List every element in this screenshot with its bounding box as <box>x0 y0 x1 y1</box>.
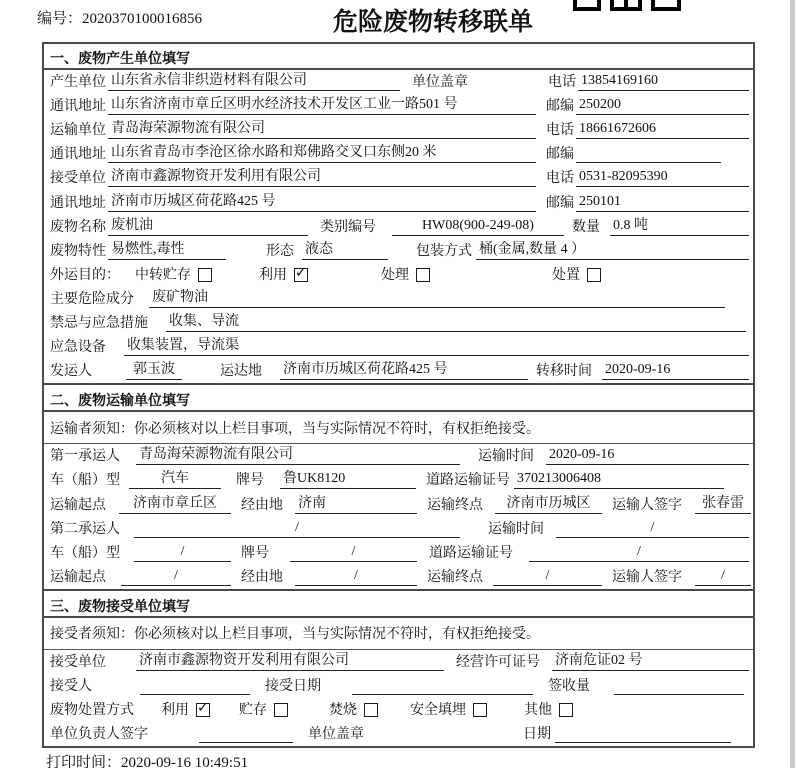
purpose-option-label: 利用 <box>259 267 287 283</box>
receiver-address-value: 济南市历城区荷花路425 号 <box>108 193 536 212</box>
transfer-time-value: 2020-09-16 <box>602 361 749 380</box>
transport-phone-label: 电话 <box>546 123 574 139</box>
chief-signature-value <box>199 724 293 743</box>
second-origin-value: / <box>121 567 231 586</box>
waste-trait-label: 废物特性 <box>50 243 106 259</box>
print-time-label: 打印时间： <box>46 755 122 768</box>
row-hazard-component <box>44 287 753 311</box>
road-permit-label: 道路运输证号 <box>426 473 510 489</box>
transport-time-label: 运输时间 <box>478 449 534 465</box>
carrier-sign-label: 运输人签字 <box>612 569 682 585</box>
first-vehicle-value: 汽车 <box>129 470 221 489</box>
row-waste-trait <box>44 239 753 263</box>
row-generator-address <box>44 94 753 118</box>
taboo-measures-label: 禁忌与应急措施 <box>50 316 148 332</box>
first-transport-time-value: 2020-09-16 <box>546 446 749 465</box>
first-carrier-label: 第一承运人 <box>50 449 120 465</box>
row-second-route <box>44 565 753 589</box>
sign-quantity-label: 签收量 <box>548 678 590 694</box>
disposal-option-label: 贮存 <box>239 703 267 719</box>
destination-value: 济南市历城区荷花路425 号 <box>280 361 528 380</box>
accept-person-value <box>140 676 250 695</box>
page-title: 危险废物转移联单 <box>333 8 534 36</box>
waste-name-label: 废物名称 <box>50 219 106 235</box>
transfer-purpose-label: 外运目的： <box>50 267 120 283</box>
waste-trait-value: 易燃性,毒性 <box>108 241 226 260</box>
row-waste-name <box>44 215 753 239</box>
via-label: 经由地 <box>241 569 283 585</box>
row-taboo-measures <box>44 311 753 335</box>
packing-value: 桶(金属,数量 4 ） <box>476 241 749 260</box>
second-vehicle-value: / <box>134 543 231 562</box>
second-end-value: / <box>493 567 602 586</box>
unit-seal-label: 单位盖章 <box>308 727 364 743</box>
transport-zip-value <box>576 144 721 163</box>
generator-unit-value: 山东省永信非织造材料有限公司 <box>108 72 400 91</box>
section1-header: 一、废物产生单位填写 <box>44 44 753 70</box>
destination-label: 运达地 <box>220 364 262 380</box>
disposal-option-label: 利用 <box>161 703 189 719</box>
final-date-label: 日期 <box>523 727 551 743</box>
receiver-address-label: 通讯地址 <box>50 195 106 211</box>
waste-name-value: 废机油 <box>108 217 308 236</box>
print-time <box>46 751 248 768</box>
generator-address-value: 山东省济南市章丘区明水经济技术开发区工业一路501 号 <box>108 96 536 115</box>
transfer-time-label: 转移时间 <box>536 364 592 380</box>
accept-unit-label: 接受单位 <box>50 654 106 670</box>
hazard-component-label: 主要危险成分 <box>50 291 134 307</box>
disposal-other-checkbox <box>559 703 573 717</box>
first-plate-value: 鲁UK8120 <box>280 470 416 489</box>
clipped-glyph <box>610 0 642 11</box>
clipped-glyph <box>651 0 681 11</box>
receiver-notice-text: 你必须核对以上栏目事项，当与实际情况不符时，有权拒绝接受。 <box>134 627 540 643</box>
transport-time-label: 运输时间 <box>488 521 544 537</box>
row-generator-unit <box>44 70 753 94</box>
transport-unit-value: 青岛海荣源物流有限公司 <box>108 120 536 139</box>
accept-unit-value: 济南市鑫源物资开发利用有限公司 <box>136 652 444 671</box>
disposal-utilize-checkbox <box>196 703 210 717</box>
plate-label: 牌号 <box>241 545 269 561</box>
purpose-treat-checkbox <box>416 268 430 282</box>
disposal-option-label: 焚烧 <box>329 703 357 719</box>
row-second-carrier <box>44 517 753 541</box>
transfer-form <box>42 42 755 748</box>
receiver-notice <box>44 618 753 650</box>
clipped-stamp-fragment <box>573 0 683 12</box>
generator-zip-value: 250200 <box>576 96 749 115</box>
transport-phone-value: 18661672606 <box>576 120 749 139</box>
emergency-equipment-label: 应急设备 <box>50 340 106 356</box>
license-value: 济南危证02 号 <box>552 652 749 671</box>
origin-label: 运输起点 <box>50 497 106 513</box>
receiver-unit-value: 济南市鑫源物资开发利用有限公司 <box>108 168 536 187</box>
row-accept-person <box>44 674 753 698</box>
row-shipper <box>44 359 753 383</box>
transport-zip-label: 邮编 <box>546 147 574 163</box>
row-first-vehicle <box>44 468 753 492</box>
disposal-method-label: 废物处置方式 <box>50 703 134 719</box>
purpose-dispose-checkbox <box>587 268 601 282</box>
serial-number <box>37 7 202 28</box>
second-road-permit-value: / <box>529 543 749 562</box>
accept-date-label: 接受日期 <box>265 678 321 694</box>
print-time-value: 2020-09-16 10:49:51 <box>121 755 249 768</box>
section3-header: 三、废物接受单位填写 <box>44 589 753 618</box>
row-emergency-equipment <box>44 335 753 359</box>
taboo-measures-value: 收集、导流 <box>166 313 746 332</box>
disposal-option-label: 安全填埋 <box>410 703 466 719</box>
generator-zip-label: 邮编 <box>546 99 574 115</box>
transport-address-label: 通讯地址 <box>50 147 106 163</box>
row-chief-signature <box>44 722 753 746</box>
category-value: HW08(900-249-08) <box>392 217 564 236</box>
first-carrier-value: 青岛海荣源物流有限公司 <box>136 446 460 465</box>
row-first-carrier <box>44 444 753 468</box>
row-disposal-method <box>44 698 753 722</box>
disposal-landfill-checkbox <box>473 703 487 717</box>
final-date-value <box>555 724 731 743</box>
row-second-vehicle <box>44 541 753 565</box>
row-receiver-address <box>44 190 753 214</box>
category-label: 类别编号 <box>320 219 376 235</box>
sign-quantity-value <box>614 676 744 695</box>
serial-label: 编号： <box>37 11 83 27</box>
vehicle-type-label: 车（船）型 <box>50 545 120 561</box>
quantity-label: 数量 <box>572 219 600 235</box>
vehicle-type-label: 车（船）型 <box>50 473 120 489</box>
clipped-glyph <box>573 0 601 11</box>
transport-unit-label: 运输单位 <box>50 123 106 139</box>
purpose-utilize-checkbox <box>294 268 308 282</box>
plate-label: 牌号 <box>236 473 264 489</box>
second-carrier-value: / <box>134 519 460 538</box>
accept-date-value <box>352 676 533 695</box>
serial-value: 2020370100016856 <box>82 11 203 27</box>
purpose-storage-checkbox <box>198 268 212 282</box>
road-permit-label: 道路运输证号 <box>429 545 513 561</box>
packing-label: 包装方式 <box>416 243 472 259</box>
emergency-equipment-value: 收集装置，导流渠 <box>124 337 749 356</box>
second-via-value: / <box>295 567 417 586</box>
row-transport-unit <box>44 118 753 142</box>
shipper-label: 发运人 <box>50 364 92 380</box>
origin-label: 运输起点 <box>50 569 106 585</box>
generator-address-label: 通讯地址 <box>50 99 106 115</box>
hazard-component-value: 废矿物油 <box>149 289 725 308</box>
carrier-notice <box>44 412 753 444</box>
second-transport-time-value: / <box>556 519 749 538</box>
accept-person-label: 接受人 <box>50 678 92 694</box>
first-carrier-sign-value: 张春雷 <box>695 495 751 514</box>
disposal-option-label: 其他 <box>524 703 552 719</box>
row-transport-address <box>44 142 753 166</box>
generator-phone-value: 13854169160 <box>578 72 749 91</box>
first-end-value: 济南市历城区 <box>495 495 602 514</box>
carrier-notice-label: 运输者须知： <box>50 421 134 437</box>
generator-unit-label: 产生单位 <box>50 75 106 91</box>
receiver-phone-label: 电话 <box>546 171 574 187</box>
second-plate-value: / <box>290 543 417 562</box>
receiver-zip-label: 邮编 <box>546 195 574 211</box>
transport-address-value: 山东省青岛市李沧区徐水路和郑佛路交叉口东侧20 米 <box>108 144 536 163</box>
license-label: 经营许可证号 <box>456 654 540 670</box>
first-origin-value: 济南市章丘区 <box>119 495 231 514</box>
section2-header: 二、废物运输单位填写 <box>44 383 753 412</box>
receiver-notice-label: 接受者须知： <box>50 627 134 643</box>
first-road-permit-value: 370213006408 <box>514 470 724 489</box>
disposal-incinerate-checkbox <box>364 703 378 717</box>
first-via-value: 济南 <box>295 495 417 514</box>
second-carrier-sign-value: / <box>695 567 751 586</box>
row-transfer-purpose <box>44 263 753 287</box>
end-label: 运输终点 <box>427 497 483 513</box>
via-label: 经由地 <box>241 497 283 513</box>
scrollbar-track[interactable] <box>790 0 795 768</box>
shipper-value: 郭玉波 <box>126 361 182 380</box>
chief-signature-label: 单位负责人签字 <box>50 727 148 743</box>
quantity-value: 0.8 吨 <box>610 217 749 236</box>
purpose-option-label: 处理 <box>381 267 409 283</box>
disposal-storage-checkbox <box>274 703 288 717</box>
second-carrier-label: 第二承运人 <box>50 521 120 537</box>
purpose-option-label: 处置 <box>552 267 580 283</box>
generator-phone-label: 电话 <box>548 75 576 91</box>
unit-seal-label: 单位盖章 <box>412 75 468 91</box>
waste-form-label: 形态 <box>266 243 294 259</box>
purpose-option-label: 中转贮存 <box>135 267 191 283</box>
row-first-route <box>44 492 753 516</box>
receiver-unit-label: 接受单位 <box>50 171 106 187</box>
end-label: 运输终点 <box>427 569 483 585</box>
row-receiver-unit <box>44 166 753 190</box>
row-accept-unit <box>44 650 753 674</box>
carrier-sign-label: 运输人签字 <box>612 497 682 513</box>
receiver-zip-value: 250101 <box>576 193 749 212</box>
receiver-phone-value: 0531-82095390 <box>576 168 749 187</box>
waste-form-value: 液态 <box>302 241 388 260</box>
carrier-notice-text: 你必须核对以上栏目事项，当与实际情况不符时，有权拒绝接受。 <box>134 421 540 437</box>
